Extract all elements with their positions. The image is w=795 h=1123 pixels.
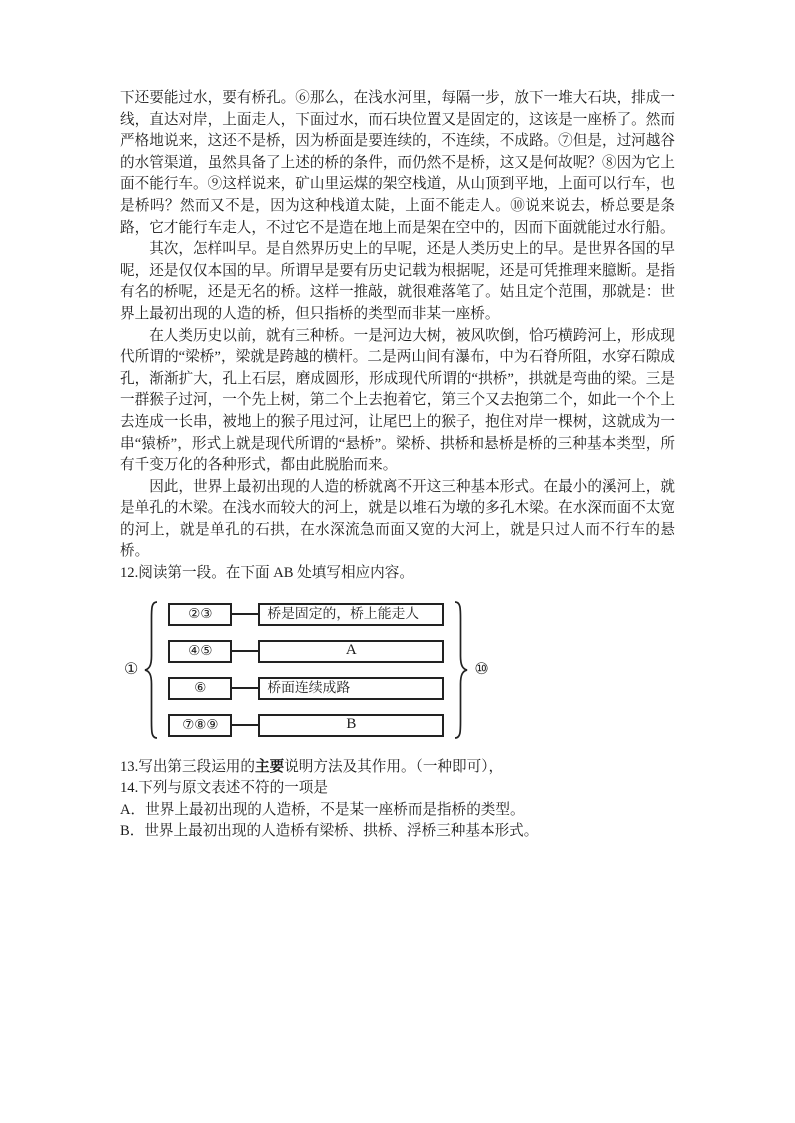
value-box-blank-a: A xyxy=(258,640,444,663)
connector-line xyxy=(232,650,258,652)
body-paragraph-1: 下还要能过水，要有桥孔。⑥那么，在浅水河里，每隔一步，放下一堆大石块，排成一线，直达对岸，上面走人，下面过水，而石块位置又是固定的，这该是一座桥了。然而严格地说来，这还不是桥，因为桥面是要连续的，不连续，不成路。⑦但是，过河越谷的水管渠道，虽然具备了上述的桥的条件，而仍然不是桥，这又是何故呢？⑧因为它上面不能行车。⑨这样说来，矿山里运煤的架空栈道，从山顶到平地，上面可以行车，也是桥吗？然而又不是，因为这种栈道太陡，上面不能走人。⑩说来说去，桥总要是条路，它才能行车走人，不过它不是造在地上而是架在空中的，因而下面就能过水行船。 xyxy=(120,90,675,236)
body-paragraph-2: 其次，怎样叫早。是自然界历史上的早呢，还是人类历史上的早。是世界各国的早呢，还是仅仅本国的早。所谓早是要有历史记载为根据呢，还是可凭推理来臆断。是指有名的桥呢，还是无名的桥。这样一推敲，就很难落笔了。姑且定个范围，那就是：世界上最初出现的人造的桥，但只指桥的类型而非某一座桥。 xyxy=(120,241,675,322)
q13-emphasis: 主要 xyxy=(255,758,285,775)
circled-10-label: ⑩ xyxy=(474,660,489,678)
connector-line xyxy=(232,724,258,726)
value-box-fixed-walkable: 桥是固定的，桥上能走人 xyxy=(258,603,444,626)
diagram-row-4 xyxy=(168,714,444,737)
connector-line xyxy=(232,687,258,689)
body-paragraph-4: 因此，世界上最初出现的人造的桥就离不开这三种基本形式。在最小的溪河上，就是单孔的木梁。在浅水而较大的河上，就是以堆石为墩的多孔木梁。在水深而面不太宽的河上，就是单孔的石拱，在水深流急而面又宽的大河上，就是只过人而不行车的悬桥。 xyxy=(120,478,675,560)
connector-line xyxy=(232,613,258,615)
q13-suffix: 说明方法及其作用。（一种即可）， xyxy=(284,758,504,775)
q12-diagram xyxy=(122,599,675,741)
right-brace-icon xyxy=(450,599,472,741)
key-box-45: ④⑤ xyxy=(168,640,232,663)
value-box-blank-b: B xyxy=(258,714,444,737)
option-a: A．世界上最初出现的人造桥，不是某一座桥而是指桥的类型。 xyxy=(120,801,525,818)
circled-1-label: ① xyxy=(124,660,139,678)
diagram-row-3 xyxy=(168,677,444,700)
question-13-label xyxy=(120,757,675,779)
diagram-rows xyxy=(168,603,444,737)
key-box-789: ⑦⑧⑨ xyxy=(168,714,232,737)
option-b: B．世界上最初出现的人造桥有梁桥、拱桥、浮桥三种基本形式。 xyxy=(120,823,539,840)
key-box-23: ②③ xyxy=(168,603,232,626)
body-paragraph-3: 在人类历史以前，就有三种桥。一是河边大树，被风吹倒，恰巧横跨河上，形成现代所谓的“梁桥”，梁就是跨越的横杆。二是两山间有瀑布，中为石脊所阻，水穿石隙成孔，渐渐扩大，孔上石层，磨成圆形，形成现代所谓的“拱桥”，拱就是弯曲的梁。三是一群猴子过河，一个先上树，第二个上去抱着它，第三个又去抱第二个，如此一个个上去连成一长串，被地上的猴子甩过河，让尾巴上的猴子，抱住对岸一棵树，这就成为一串“猿桥”，形式上就是现代所谓的“悬桥”。梁桥、拱桥和悬桥是桥的三种基本类型，所有千变万化的各种形式，都由此脱胎而来。 xyxy=(120,327,675,474)
diagram-row-2 xyxy=(168,640,444,663)
diagram-row-1 xyxy=(168,603,444,626)
q13-prefix: 13.写出第三段运用的 xyxy=(120,758,255,775)
value-box-continuous-road: 桥面连续成路 xyxy=(258,677,444,700)
question-14-label: 14.下列与原文表述不符的一项是 xyxy=(120,780,328,797)
question-12-label: 12.阅读第一段。在下面 AB 处填写相应内容。 xyxy=(120,565,414,582)
key-box-6: ⑥ xyxy=(168,677,232,700)
left-brace-icon xyxy=(140,599,162,741)
